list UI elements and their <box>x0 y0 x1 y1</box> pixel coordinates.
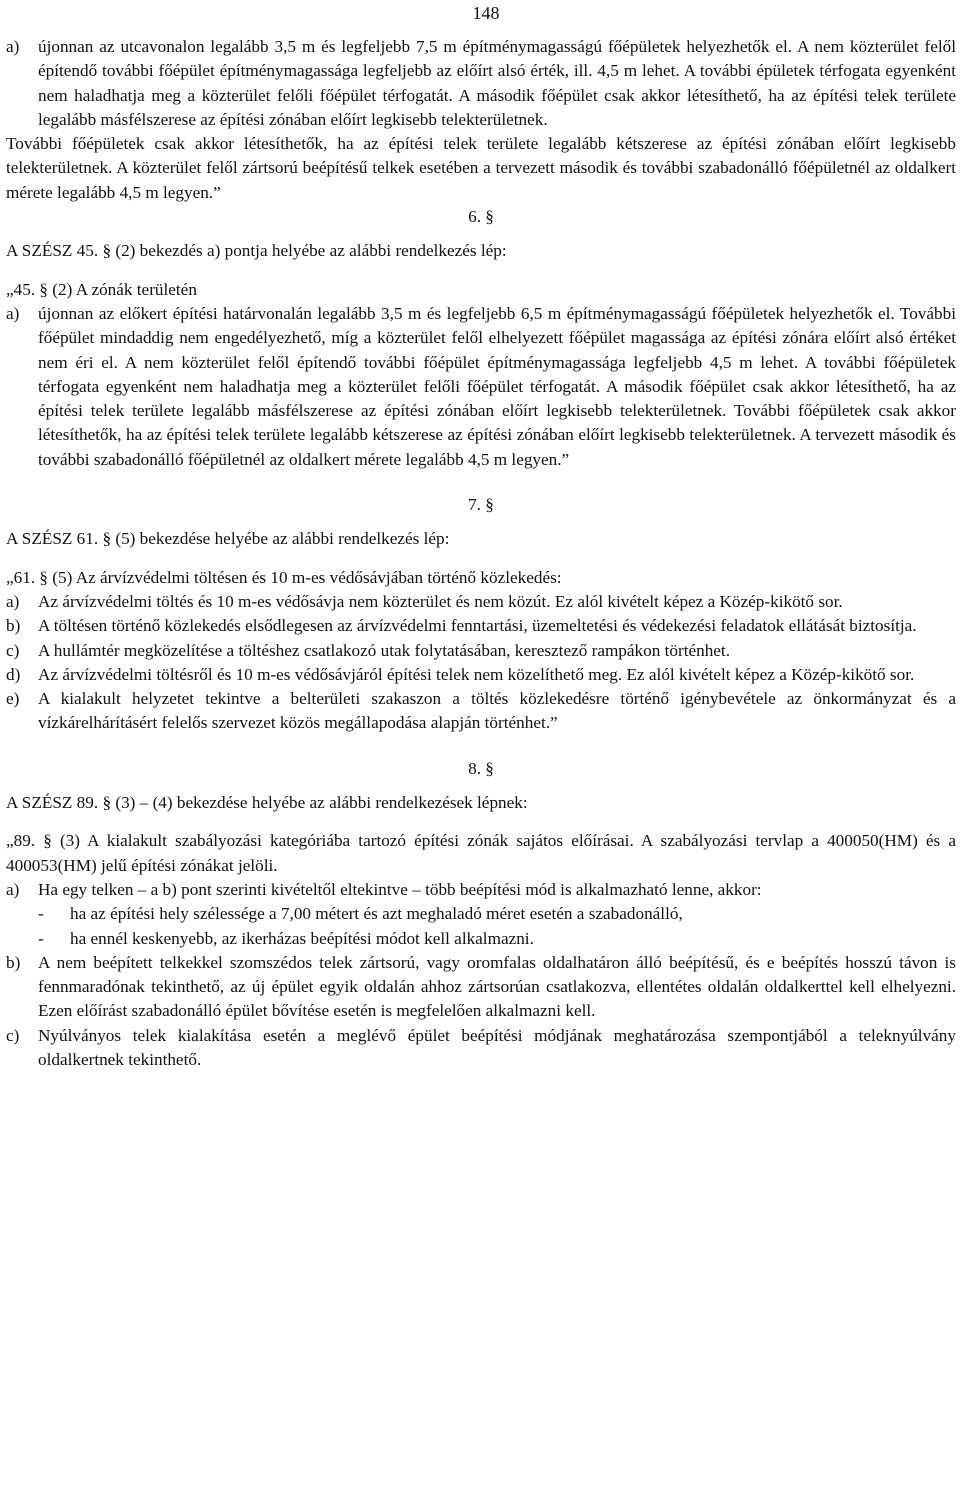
list-item-text: A töltésen történő közlekedés elsődlegesen az árvízvédelmi fenntartási, üzemeltetési és védekezési feladatok ellátását biztosítja. <box>38 616 917 636</box>
section-number: 6. § <box>468 207 494 227</box>
amendment-heading: A SZÉSZ 45. § (2) bekezdés a) pontja helyébe az alábbi rendelkezés lép: <box>6 241 507 261</box>
paragraph: További főépületek csak akkor létesíthetők, ha az építési telek területe legalább kétszerese az építési zónában előírt legkisebb telekterületnek. A közterület felől zártsorú beépítésű telkek esetében a tervezett második és további szabadonálló főépületnél az oldalkert mérete legalább 4,5 m legyen.” <box>6 134 956 202</box>
list-item-text: Az árvízvédelmi töltés és 10 m-es védősávja nem közterület és nem közút. Ez alól kivételt képez a Közép-kikötő sor. <box>38 591 843 611</box>
document-body <box>6 35 956 1072</box>
paragraph: „45. § (2) A zónák területén <box>6 279 197 299</box>
list-item-text: A hullámtér megközelítése a töltéshez csatlakozó utak folytatásában, keresztező rampákon történhet. <box>38 640 730 660</box>
list-item-label: a) <box>6 303 20 323</box>
list-item-label: - <box>38 904 44 924</box>
list-item <box>6 951 956 1024</box>
list-item-text: Az árvízvédelmi töltésről és 10 m-es védősávjáról építési telek nem közelíthető meg. Ez alól kivételt képez a Közép-kikötő sor. <box>38 664 915 684</box>
list-item-label: c) <box>6 640 20 660</box>
list-item-text: ha az építési hely szélessége a 7,00 métert és azt meghaladó méret esetén a szabadonálló, <box>70 904 683 924</box>
spacer <box>6 736 956 757</box>
list-item <box>6 663 956 687</box>
page-number: 148 <box>472 3 500 23</box>
list-item-label: a) <box>6 591 20 611</box>
section-number: 8. § <box>468 758 494 778</box>
list-item <box>6 687 956 736</box>
list-item-label: a) <box>6 879 20 899</box>
list-item-label: b) <box>6 616 21 636</box>
list-item <box>6 1024 956 1073</box>
spacer <box>6 229 956 239</box>
spacer <box>6 264 956 278</box>
list-item-label: d) <box>6 664 21 684</box>
list-item <box>6 878 956 902</box>
list-item-text: újonnan az előkert építési határvonalán legalább 3,5 m és legfeljebb 6,5 m építménymagasságú főépületek helyezhetők el. További főépület mindaddig nem engedélyezhető, míg a közterület felől elhelyezett főépület magassága az építési zónára előírt alsó értéket nem éri el. A nem közterület felől építendő további főépület építménymagassága legfeljebb 4,5 m lehet. A további főépületek térfogata egyenként nem haladhatja meg a közterület felőli főépület térfogatát. A második főépület csak akkor létesíthető, ha az építési telek területe legalább másfélszerese az építési zónában előírt legkisebb telekterületnek. További főépületek csak akkor létesíthetők, ha az építési telek területe legalább kétszerese az építési zónában előírt legkisebb telekterületnek. A tervezett második és további szabadonálló főépületnél az oldalkert mérete legalább 4,5 m legyen.” <box>38 303 956 469</box>
dash-list-item <box>38 902 956 926</box>
list-item-label: e) <box>6 689 20 709</box>
list-item-text: A nem beépített telkekkel szomszédos telek zártsorú, vagy oromfalas oldalhatáron álló beépítésű, és e beépítés hosszú távon is fennmaradónak tekinthető, az új épület egyik oldalán ahhoz zártsorúan csatlakozva, ellentétes oldalán oldalkerttel kell elhelyezni. Ezen előírást szabadonálló épület bővítése esetén is megfelelően alkalmazni kell. <box>38 952 956 1021</box>
list-item-text: Ha egy telken – a b) pont szerinti kivételtől eltekintve – több beépítési mód is alkalmazható lenne, akkor: <box>38 879 762 899</box>
paragraph: „61. § (5) Az árvízvédelmi töltésen és 10 m-es védősávjában történő közlekedés: <box>6 567 562 587</box>
list-item-label: a) <box>6 37 20 56</box>
spacer <box>6 781 956 791</box>
list-item <box>6 639 956 663</box>
list-item-label: b) <box>6 952 21 972</box>
list-item-text: ha ennél keskenyebb, az ikerházas beépítési módot kell alkalmazni. <box>70 928 534 948</box>
spacer <box>6 552 956 566</box>
list-item-text: újonnan az utcavonalon legalább 3,5 m és legfeljebb 7,5 m építménymagasságú főépületek helyezhetők el. A nem közterület felől építendő további főépület építménymagassága legfeljebb az előírt alsó érték, ill. 4,5 m lehet. A további épületek térfogata egyenként nem haladhatja meg a közterület felőli főépület térfogatát. A második főépület csak akkor létesíthető, ha az építési telek területe legalább másfélszerese az építési zónában előírt legkisebb telekterületnek. <box>38 37 956 129</box>
list-item <box>6 614 956 638</box>
spacer <box>6 815 956 829</box>
spacer <box>6 472 956 493</box>
list-item <box>6 302 956 472</box>
list-item <box>6 590 956 614</box>
spacer <box>6 517 956 527</box>
list-item-label: - <box>38 928 44 948</box>
amendment-heading: A SZÉSZ 89. § (3) – (4) bekezdése helyébe az alábbi rendelkezések lépnek: <box>6 793 528 813</box>
list-item-text: A kialakult helyzetet tekintve a belterületi szakaszon a töltés közlekedésre történő igénybevétele az önkormányzat és a vízkárelhárításért felelős szervezet közös megállapodása alapján történhet.” <box>38 689 956 733</box>
paragraph: „89. § (3) A kialakult szabályozási kategóriába tartozó építési zónák sajátos előírásai. A szabályozási tervlap a 400050(HM) és a 400053(HM) jelű építési zónákat jelöli. <box>6 831 956 875</box>
section-number: 7. § <box>468 495 494 515</box>
list-item-text: Nyúlványos telek kialakítása esetén a meglévő épület beépítési módjának meghatározása szempontjából a teleknyúlvány oldalkertnek tekinthető. <box>38 1025 956 1069</box>
dash-list-item <box>38 927 956 951</box>
amendment-heading: A SZÉSZ 61. § (5) bekezdése helyébe az alábbi rendelkezés lép: <box>6 529 450 549</box>
list-item-label: c) <box>6 1025 20 1045</box>
list-item <box>6 35 956 132</box>
